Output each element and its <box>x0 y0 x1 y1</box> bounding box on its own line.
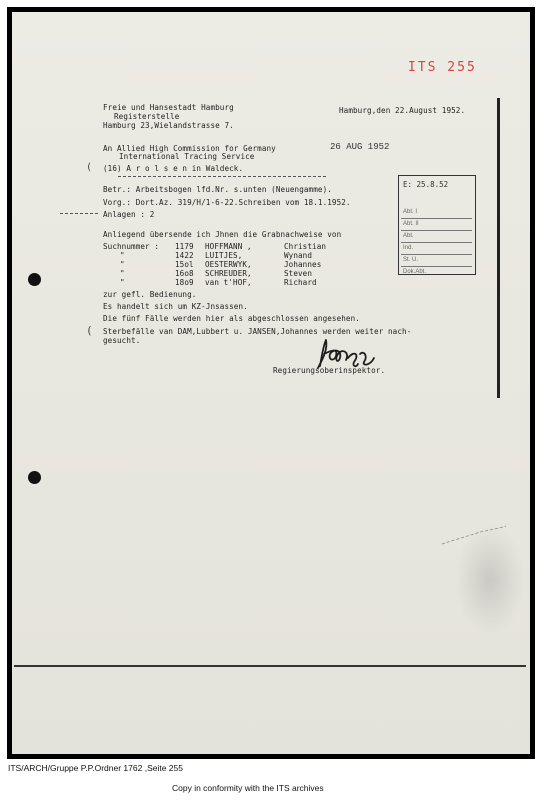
recipient-underline <box>118 176 326 177</box>
closing-line: gesucht. <box>103 336 141 345</box>
closing-line: Es handelt sich um KZ-Jnsassen. <box>103 302 248 311</box>
entry-label: " <box>120 251 125 260</box>
sender-line2: Registerstelle <box>114 112 180 121</box>
received-date-stamp: 26 AUG 1952 <box>330 142 390 152</box>
punch-hole-bottom <box>28 471 41 484</box>
document-page <box>12 12 530 754</box>
recipient-line1: An Allied High Commission for Germany <box>103 144 276 153</box>
margin-bracket: ( <box>86 324 93 337</box>
margin-bar <box>497 98 500 398</box>
closing-line: Sterbefälle van DAM,Lubbert u. JANSEN,Johannes werden weiter nach- <box>103 327 412 336</box>
closing-line: Die fünf Fälle werden hier als abgeschlossen angesehen. <box>103 314 360 323</box>
entry-label: " <box>120 278 125 287</box>
reference-betr: Betr.: Arbeitsbogen lfd.Nr. s.unten (Neuengamme). <box>103 185 332 194</box>
routing-row: St. U. <box>401 255 472 267</box>
entry-surname: LUITJES, <box>205 251 243 260</box>
entry-firstname: Richard <box>284 278 317 287</box>
pencil-mark <box>440 522 510 552</box>
entry-number: 1179 <box>175 242 194 251</box>
footer-archive-ref: ITS/ARCH/Gruppe P.P.Ordner 1762 ,Seite 255 <box>8 763 183 773</box>
entry-firstname: Christian <box>284 242 327 251</box>
routing-row: Ind. <box>401 243 472 255</box>
entry-number: 16o8 <box>175 269 194 278</box>
entry-label: " <box>120 260 125 269</box>
routing-date: E: 25.8.52 <box>403 180 449 189</box>
entry-firstname: Steven <box>284 269 313 278</box>
entry-surname: OESTERWYK, <box>205 260 252 269</box>
reference-anlagen: Anlagen : 2 <box>103 210 155 219</box>
signature-title: Regierungsoberinspektor. <box>273 366 386 375</box>
entry-number: 15ol <box>175 260 194 269</box>
margin-bracket: ( <box>86 162 93 173</box>
archive-stamp: ITS 255 <box>408 60 477 75</box>
closing-line: zur gefl. Bedienung. <box>103 290 197 299</box>
routing-row: Abt. I <box>401 207 472 219</box>
routing-row: Abt. II <box>401 219 472 231</box>
recipient-line3: (16) A r o l s e n in Waldeck. <box>103 164 244 173</box>
place-date: Hamburg,den 22.August 1952. <box>339 106 466 115</box>
entry-surname: HOFFMANN , <box>205 242 252 251</box>
punch-hole-top <box>28 273 41 286</box>
margin-mark <box>60 213 98 214</box>
entry-surname: van t'HOF, <box>205 278 252 287</box>
entry-surname: SCHREUDER, <box>205 269 252 278</box>
reference-vorg: Vorg.: Dort.Az. 319/H/1-6-22.Schreiben vom 18.1.1952. <box>103 198 351 207</box>
entry-number: 18o9 <box>175 278 194 287</box>
routing-row: Abt. <box>401 231 472 243</box>
routing-row: Dok.Abt. <box>403 269 427 275</box>
body-intro: Anliegend übersende ich Jhnen die Grabnachweise von <box>103 230 342 239</box>
recipient-line2: International Tracing Service <box>119 152 255 161</box>
sender-line1: Freie und Hansestadt Hamburg <box>103 103 234 112</box>
page-fold-line <box>14 665 526 667</box>
entry-number: 1422 <box>175 251 194 260</box>
entry-firstname: Wynand <box>284 251 313 260</box>
entry-firstname: Johannes <box>284 260 322 269</box>
sender-line3: Hamburg 23,Wielandstrasse 7. <box>103 121 234 130</box>
entry-label: Suchnummer : <box>103 242 160 251</box>
entry-label: " <box>120 269 125 278</box>
footer-conformity: Copy in conformity with the ITS archives <box>172 783 324 793</box>
routing-box <box>398 175 476 275</box>
